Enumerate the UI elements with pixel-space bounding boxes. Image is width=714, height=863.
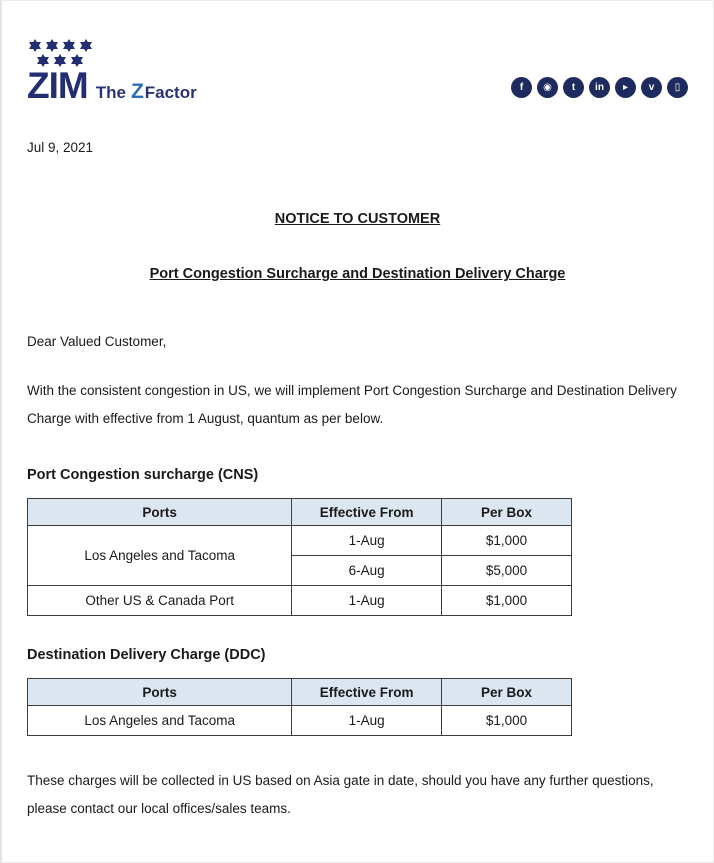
- col-header-effective-from: Effective From: [292, 679, 442, 706]
- star-icon: [63, 36, 76, 50]
- table-header-row: [28, 679, 572, 706]
- cell-per-box: $1,000: [441, 526, 571, 556]
- facebook-icon[interactable]: f: [511, 77, 532, 98]
- cell-effective: 1-Aug: [292, 526, 442, 556]
- zim-wordmark: ZIM: [27, 65, 88, 106]
- social-links: [511, 77, 688, 98]
- twitter-icon[interactable]: t: [563, 77, 584, 98]
- col-header-ports: Ports: [28, 679, 292, 706]
- star-icon: [71, 51, 84, 65]
- ddc-section-heading: Destination Delivery Charge (DDC): [27, 647, 266, 663]
- table-row: [28, 706, 572, 736]
- youtube-icon[interactable]: ▸: [615, 77, 636, 98]
- star-icon: [54, 51, 67, 65]
- cell-port-la-tacoma: Los Angeles and Tacoma: [28, 526, 292, 586]
- star-icon: [46, 36, 59, 50]
- cell-effective: 1-Aug: [292, 586, 442, 616]
- star-icon: [37, 51, 50, 65]
- col-header-ports: Ports: [28, 499, 292, 526]
- document-date: Jul 9, 2021: [27, 140, 94, 155]
- cell-port-la-tacoma: Los Angeles and Tacoma: [28, 706, 292, 736]
- zim-tagline: [96, 80, 197, 104]
- linkedin-icon[interactable]: in: [589, 77, 610, 98]
- intro-paragraph: With the consistent congestion in US, we will implement Port Congestion Surcharge and Destination Delivery Charge with effective from 1 August, quantum as per below.: [27, 383, 677, 426]
- col-header-per-box: Per Box: [441, 679, 571, 706]
- closing-paragraph: These charges will be collected in US based on Asia gate in date, should you have any further questions, please contact our local offices/sales teams.: [27, 773, 654, 816]
- instagram-icon[interactable]: ◉: [537, 77, 558, 98]
- table-row: [28, 586, 572, 616]
- header: [27, 36, 688, 104]
- zim-stars-emblem: [29, 36, 197, 65]
- cell-effective: 6-Aug: [292, 556, 442, 586]
- cell-per-box: $1,000: [441, 706, 571, 736]
- col-header-per-box: Per Box: [441, 499, 571, 526]
- cell-effective: 1-Aug: [292, 706, 442, 736]
- table-row: [28, 526, 572, 556]
- tagline-the: The: [95, 83, 126, 102]
- vimeo-icon[interactable]: v: [641, 77, 662, 98]
- cell-per-box: $1,000: [441, 586, 571, 616]
- table-header-row: [28, 499, 572, 526]
- cns-section-heading: Port Congestion surcharge (CNS): [27, 467, 259, 483]
- notice-title: NOTICE TO CUSTOMER: [274, 211, 441, 227]
- mobile-app-icon[interactable]: ▯: [667, 77, 688, 98]
- z-factor-icon: Z: [130, 80, 144, 103]
- star-icon: [80, 36, 93, 50]
- salutation: Dear Valued Customer,: [27, 334, 167, 349]
- ddc-table: [27, 678, 572, 736]
- cell-per-box: $5,000: [441, 556, 571, 586]
- tagline-factor: Factor: [144, 83, 197, 102]
- col-header-effective-from: Effective From: [292, 499, 442, 526]
- cns-table: [27, 498, 572, 616]
- cell-port-other: Other US & Canada Port: [28, 586, 292, 616]
- notice-subtitle: Port Congestion Surcharge and Destination Delivery Charge: [149, 266, 566, 282]
- zim-logo: [27, 36, 197, 104]
- star-icon: [29, 36, 42, 50]
